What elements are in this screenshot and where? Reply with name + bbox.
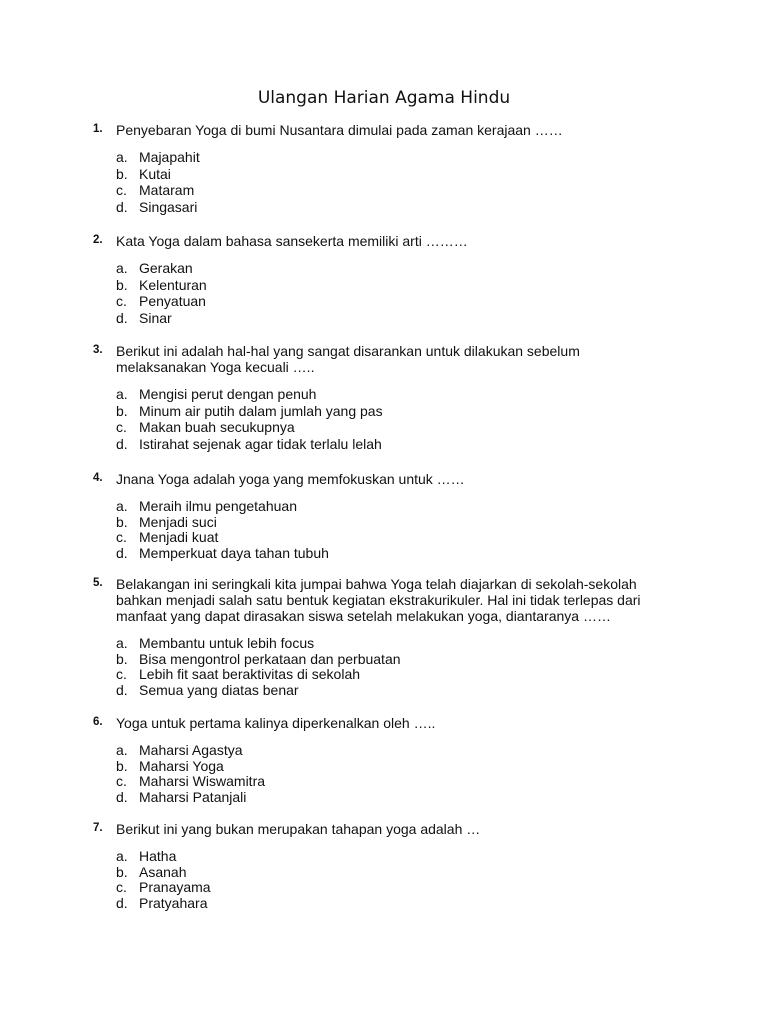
option-text: Membantu untuk lebih focus bbox=[139, 635, 315, 651]
option-text: Maharsi Yoga bbox=[139, 757, 224, 774]
option-letter: b. bbox=[116, 863, 128, 880]
option-c bbox=[116, 182, 693, 199]
option-letter: c. bbox=[116, 773, 127, 790]
option-letter: c. bbox=[116, 182, 127, 199]
option-text: Pratyahara bbox=[139, 894, 208, 911]
option-c bbox=[116, 879, 693, 895]
option-text: Asanah bbox=[139, 863, 187, 880]
question-text: Yoga untuk pertama kalinya diperkenalkan oleh ….. bbox=[116, 715, 436, 731]
option-letter: a. bbox=[116, 386, 128, 402]
options-list bbox=[116, 848, 693, 910]
option-text: Meraih ilmu pengetahuan bbox=[139, 498, 297, 514]
option-text: Kelenturan bbox=[139, 276, 207, 293]
option-text: Minum air putih dalam jumlah yang pas bbox=[139, 402, 383, 419]
option-letter: c. bbox=[116, 529, 127, 546]
option-a bbox=[116, 149, 693, 166]
question-number: 1. bbox=[93, 123, 103, 135]
option-text: Gerakan bbox=[139, 260, 193, 276]
option-text: Majapahit bbox=[139, 149, 200, 165]
question-6 bbox=[93, 715, 693, 804]
option-text: Maharsi Patanjali bbox=[139, 788, 247, 805]
options-list bbox=[116, 386, 693, 452]
options-list bbox=[116, 498, 693, 560]
option-a bbox=[116, 260, 693, 277]
question-text: Jnana Yoga adalah yoga yang memfokuskan untuk …… bbox=[116, 471, 465, 487]
option-text: Singasari bbox=[139, 198, 198, 215]
option-d bbox=[116, 895, 693, 911]
option-b bbox=[116, 651, 693, 667]
option-d bbox=[116, 545, 693, 561]
option-letter: a. bbox=[116, 848, 128, 864]
option-text: Istirahat sejenak agar tidak terlalu lelah bbox=[139, 435, 382, 452]
option-b bbox=[116, 277, 693, 294]
option-c bbox=[116, 666, 693, 682]
option-letter: b. bbox=[116, 402, 128, 419]
option-text: Hatha bbox=[139, 848, 177, 864]
option-text: Menjadi suci bbox=[139, 513, 217, 530]
option-letter: c. bbox=[116, 293, 127, 310]
options-list bbox=[116, 742, 693, 804]
options-list bbox=[116, 635, 693, 697]
option-text: Lebih fit saat beraktivitas di sekolah bbox=[139, 666, 361, 683]
option-letter: a. bbox=[116, 149, 128, 165]
option-d bbox=[116, 789, 693, 805]
option-b bbox=[116, 166, 693, 183]
question-1 bbox=[93, 122, 693, 215]
option-a bbox=[116, 498, 693, 514]
option-c bbox=[116, 419, 693, 436]
option-text: Semua yang diatas benar bbox=[139, 681, 299, 698]
question-number: 7. bbox=[93, 822, 103, 834]
question-number: 4. bbox=[93, 472, 103, 484]
question-5 bbox=[93, 576, 693, 697]
question-7 bbox=[93, 821, 693, 910]
option-letter: d. bbox=[116, 681, 128, 698]
option-text: Mengisi perut dengan penuh bbox=[139, 386, 317, 402]
option-d bbox=[116, 199, 693, 216]
option-text: Penyatuan bbox=[139, 293, 206, 310]
question-number: 5. bbox=[93, 577, 103, 589]
option-text: Kutai bbox=[139, 165, 171, 182]
option-letter: a. bbox=[116, 742, 128, 758]
option-b bbox=[116, 403, 693, 420]
option-text: Maharsi Agastya bbox=[139, 742, 243, 758]
option-letter: a. bbox=[116, 498, 128, 514]
question-number: 2. bbox=[93, 234, 103, 246]
option-letter: c. bbox=[116, 879, 127, 896]
option-text: Memperkuat daya tahan tubuh bbox=[139, 544, 329, 561]
option-text: Mataram bbox=[139, 182, 195, 199]
options-list bbox=[116, 260, 693, 326]
question-text: Penyebaran Yoga di bumi Nusantara dimulai pada zaman kerajaan …… bbox=[116, 122, 563, 138]
option-letter: a. bbox=[116, 635, 128, 651]
option-letter: b. bbox=[116, 757, 128, 774]
option-letter: b. bbox=[116, 513, 128, 530]
option-d bbox=[116, 310, 693, 327]
question-number: 6. bbox=[93, 716, 103, 728]
option-letter: d. bbox=[116, 894, 128, 911]
option-c bbox=[116, 529, 693, 545]
question-2 bbox=[93, 233, 693, 326]
question-text: Berikut ini adalah hal-hal yang sangat disarankan untuk dilakukan sebelum melaksanakan Yoga kecuali ….. bbox=[116, 343, 580, 375]
option-c bbox=[116, 773, 693, 789]
page-title: Ulangan Harian Agama Hindu bbox=[257, 88, 511, 108]
option-letter: d. bbox=[116, 788, 128, 805]
question-text: Kata Yoga dalam bahasa sansekerta memiliki arti ……… bbox=[116, 233, 468, 249]
option-letter: c. bbox=[116, 666, 127, 683]
question-text: Berikut ini yang bukan merupakan tahapan yoga adalah … bbox=[116, 821, 481, 837]
option-text: Menjadi kuat bbox=[139, 529, 219, 546]
option-letter: d. bbox=[116, 309, 128, 326]
option-letter: d. bbox=[116, 544, 128, 561]
option-letter: a. bbox=[116, 260, 128, 276]
option-text: Maharsi Wiswamitra bbox=[139, 773, 266, 790]
option-text: Sinar bbox=[139, 309, 172, 326]
option-text: Pranayama bbox=[139, 879, 211, 896]
option-b bbox=[116, 514, 693, 530]
option-b bbox=[116, 864, 693, 880]
option-c bbox=[116, 293, 693, 310]
option-a bbox=[116, 635, 693, 651]
option-letter: b. bbox=[116, 650, 128, 667]
option-letter: b. bbox=[116, 165, 128, 182]
option-a bbox=[116, 848, 693, 864]
option-d bbox=[116, 436, 693, 453]
option-a bbox=[116, 386, 693, 403]
option-letter: d. bbox=[116, 198, 128, 215]
option-text: Bisa mengontrol perkataan dan perbuatan bbox=[139, 650, 401, 667]
options-list bbox=[116, 149, 693, 215]
question-3 bbox=[93, 343, 693, 452]
option-letter: c. bbox=[116, 419, 127, 436]
question-4 bbox=[93, 471, 693, 560]
option-d bbox=[116, 682, 693, 698]
option-letter: d. bbox=[116, 435, 128, 452]
option-text: Makan buah secukupnya bbox=[139, 419, 295, 436]
option-letter: b. bbox=[116, 276, 128, 293]
question-text: Belakangan ini seringkali kita jumpai bahwa Yoga telah diajarkan di sekolah-sekolah bahkan menjadi salah satu bentuk kegiatan ekstrakurikuler. Hal ini tidak terlepas dari manfaat yang dapat dirasakan siswa setelah melakukan yoga, diantaranya …… bbox=[116, 576, 641, 624]
option-b bbox=[116, 758, 693, 774]
option-a bbox=[116, 742, 693, 758]
question-number: 3. bbox=[93, 344, 103, 356]
